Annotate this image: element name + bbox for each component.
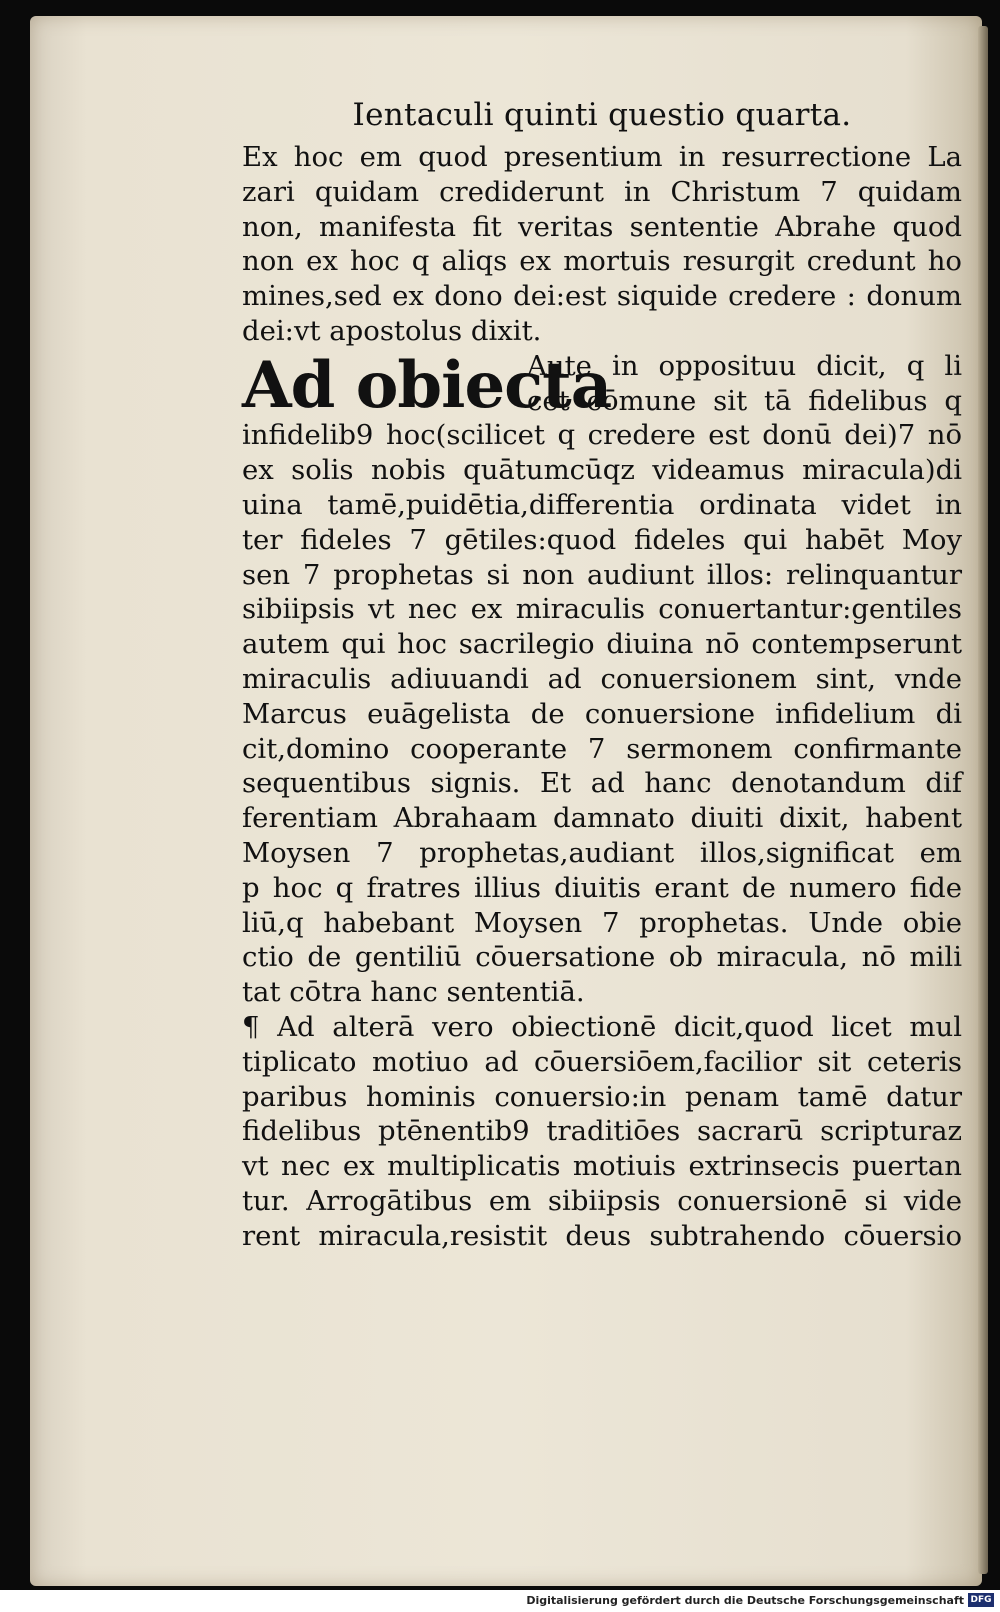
text-line: paribus hominis conuersio:in penam tamē datur (242, 1080, 962, 1113)
dfg-logo-icon: DFG (968, 1593, 994, 1607)
text-line: autem qui hoc sacrilegio diuina nō contempserunt (242, 628, 962, 661)
running-head: Ientaculi quinti questio quarta. (352, 97, 852, 133)
text-line: fidelibus ptēnentib9 traditiōes sacrarū scripturaz (242, 1115, 962, 1148)
text-line: dei:vt apostolus dixit. (242, 314, 542, 347)
text-line: sequentibus signis. Et ad hanc denotandum dif (242, 767, 962, 800)
funding-credit: Digitalisierung gefördert durch die Deutsche Forschungsgemeinschaft (526, 1594, 964, 1607)
text-line: tur. Arrogātibus em sibiipsis conuersionē si vide (242, 1184, 962, 1217)
text-line: infidelib9 hoc(scilicet q credere est donū dei)7 nō (242, 419, 962, 452)
text-line: cit,domino cooperante 7 sermonem confirmante (242, 732, 962, 765)
text-line: mines,sed ex dono dei:est siquide credere : donum (242, 280, 962, 313)
footer-bar (0, 1590, 1000, 1612)
text-line: Aute in opposituu dicit, q li (527, 349, 962, 382)
text-block (242, 96, 962, 1254)
text-line: vt nec ex multiplicatis motiuis extrinsecis puertan (242, 1150, 962, 1183)
text-line: Moysen 7 prophetas,audiant illos,significat em (242, 836, 962, 869)
text-line: ex solis nobis quātumcūqz videamus miracula)di (242, 454, 962, 487)
text-line: tat cōtra hanc sententiā. (242, 976, 585, 1009)
text-line: liū,q habebant Moysen 7 prophetas. Unde obie (242, 906, 962, 939)
text-line: cet cōmune sit tā fidelibus q (527, 384, 962, 417)
text-line: Marcus euāgelista de conuersione infidelium di (242, 697, 962, 730)
text-line: uina tamē,puidētia,differentia ordinata videt in (242, 488, 962, 521)
text-line: Ex hoc em quod presentium in resurrectione La (242, 141, 962, 173)
text-line: ctio de gentiliū cōuersatione ob miracula, nō mili (242, 941, 962, 974)
text-line: sen 7 prophetas si non audiunt illos: relinquantur (242, 558, 962, 591)
text-line: ter fideles 7 gētiles:quod fideles qui habēt Moy (242, 523, 962, 556)
text-line: ¶ Ad alterā vero obiectionē dicit,quod licet mul (242, 1010, 962, 1043)
text-line: non, manifesta fit veritas sententie Abrahe quod (242, 210, 962, 243)
book-page (30, 16, 982, 1586)
text-line: p hoc q fratres illius diuitis erant de numero fide (242, 871, 962, 904)
text-line: non ex hoc q aliqs ex mortuis resurgit credunt ho (242, 245, 962, 278)
text-line: ferentiam Abrahaam damnato diuiti dixit, habent (242, 802, 962, 835)
text-line: tiplicato motiuo ad cōuersiōem,facilior sit ceteris (242, 1045, 962, 1078)
section-opening (242, 347, 962, 423)
text-line: rent miracula,resistit deus subtrahendo cōuersio (242, 1219, 962, 1252)
text-line: miraculis adiuuandi ad conuersionem sint, vnde (242, 662, 962, 695)
text-line: sibiipsis vt nec ex miraculis conuertantur:gentiles (242, 593, 962, 626)
page-edge (978, 26, 988, 1574)
decorated-initial: Ad obiecta (242, 347, 612, 423)
text-line: zari quidam crediderunt in Christum 7 quidam (242, 175, 962, 208)
